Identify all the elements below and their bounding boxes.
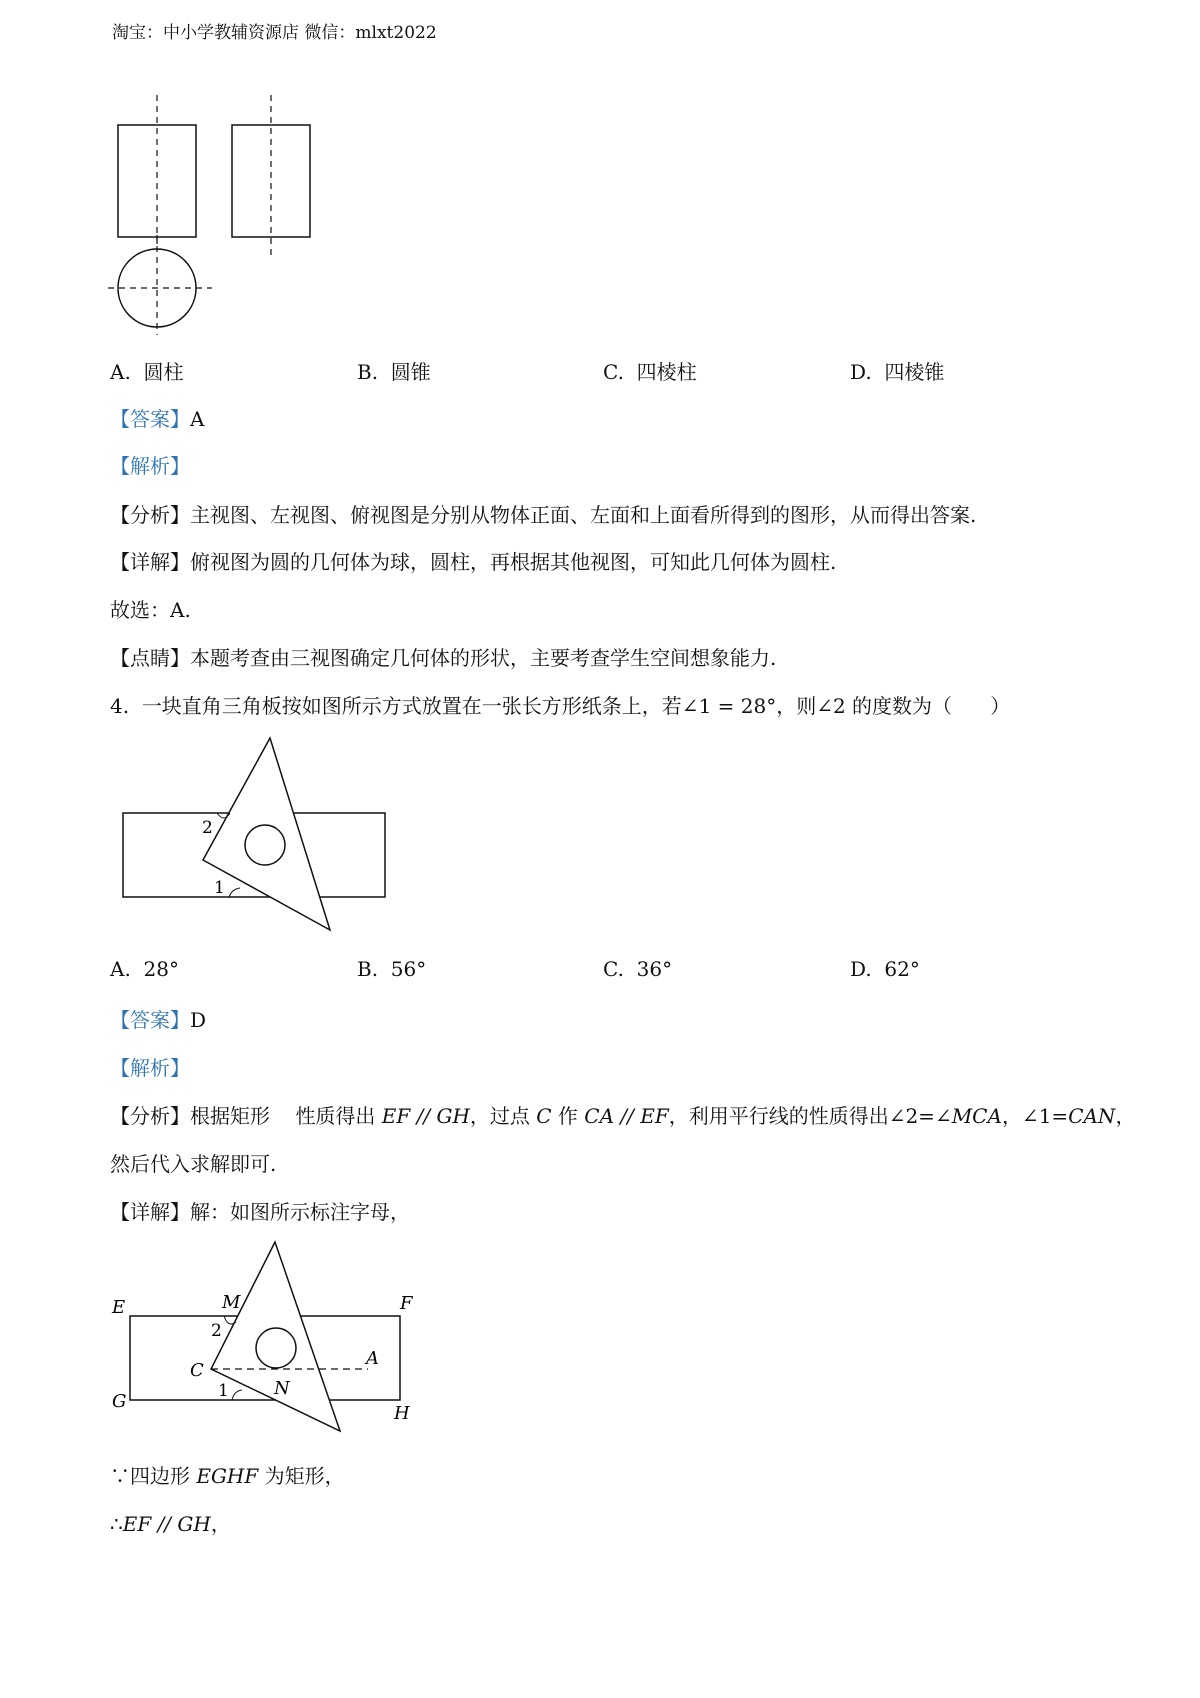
q3-guxuan: 故选：A. bbox=[110, 598, 191, 622]
q3-option-d: D. 四棱锥 bbox=[850, 360, 945, 384]
q3-fenxi: 【分析】主视图、左视图、俯视图是分别从物体正面、左面和上面看所得到的图形，从而得出答案. bbox=[110, 503, 977, 527]
q4-option-d: D. 62° bbox=[850, 957, 920, 981]
label-A: A bbox=[366, 1348, 379, 1369]
page-header: 淘宝：中小学教辅资源店 微信：mlxt2022 bbox=[112, 23, 437, 43]
angle-1-arc bbox=[229, 888, 240, 897]
label-M: M bbox=[222, 1292, 241, 1313]
q4-xiangjie: 【详解】解：如图所示标注字母， bbox=[110, 1200, 410, 1224]
label-G: G bbox=[112, 1391, 127, 1412]
q4-figure-2 bbox=[108, 1236, 418, 1436]
label-H: H bbox=[394, 1403, 410, 1424]
angle-1-label-labeled: 1 bbox=[218, 1381, 229, 1401]
q4-option-b: B. 56° bbox=[357, 957, 427, 981]
angle-1-label: 1 bbox=[214, 878, 225, 898]
q3-option-a: A. 圆柱 bbox=[110, 360, 184, 384]
q3-answer: 【答案】A bbox=[110, 407, 205, 431]
q3-jiexi: 【解析】 bbox=[110, 454, 190, 478]
q4-because: ∵四边形 EGHF 为矩形， bbox=[110, 1464, 345, 1488]
q3-option-c: C. 四棱柱 bbox=[603, 360, 697, 384]
label-N: N bbox=[274, 1378, 290, 1399]
q4-stem: 4. 一块直角三角板按如图所示方式放置在一张长方形纸条上，若∠1 = 28°，则∠2 的度数为（ ） bbox=[110, 694, 1011, 718]
q4-fenxi-line-1: 【分析】根据矩形 性质得出 EF // GH，过点 C 作 CA // EF，利用平行线的性质得出∠2=∠MCA，∠1=CAN， bbox=[110, 1104, 1136, 1128]
angle-2-arc-labeled bbox=[224, 1316, 236, 1324]
angle-2-label-labeled: 2 bbox=[211, 1321, 222, 1341]
q3-xiangjie: 【详解】俯视图为圆的几何体为球，圆柱，再根据其他视图，可知此几何体为圆柱. bbox=[110, 550, 837, 574]
angle-2-label: 2 bbox=[202, 818, 213, 838]
label-F: F bbox=[400, 1293, 413, 1314]
q3-option-b: B. 圆锥 bbox=[357, 360, 431, 384]
q3-dianjing: 【点睛】本题考查由三视图确定几何体的形状，主要考查学生空间想象能力. bbox=[110, 646, 777, 670]
q4-answer: 【答案】D bbox=[110, 1008, 207, 1032]
q4-jiexi: 【解析】 bbox=[110, 1056, 190, 1080]
set-square bbox=[203, 738, 330, 930]
label-C: C bbox=[190, 1360, 204, 1381]
q4-figure-1 bbox=[120, 730, 400, 935]
angle-1-arc-labeled bbox=[232, 1390, 242, 1400]
q4-option-c: C. 36° bbox=[603, 957, 673, 981]
q4-therefore: ∴EF // GH， bbox=[110, 1512, 231, 1536]
three-view-figure bbox=[100, 95, 320, 340]
set-square-labeled bbox=[211, 1242, 340, 1431]
q4-option-a: A. 28° bbox=[110, 957, 179, 981]
q4-fenxi-line-2: 然后代入求解即可. bbox=[110, 1152, 277, 1176]
label-E: E bbox=[112, 1297, 126, 1318]
